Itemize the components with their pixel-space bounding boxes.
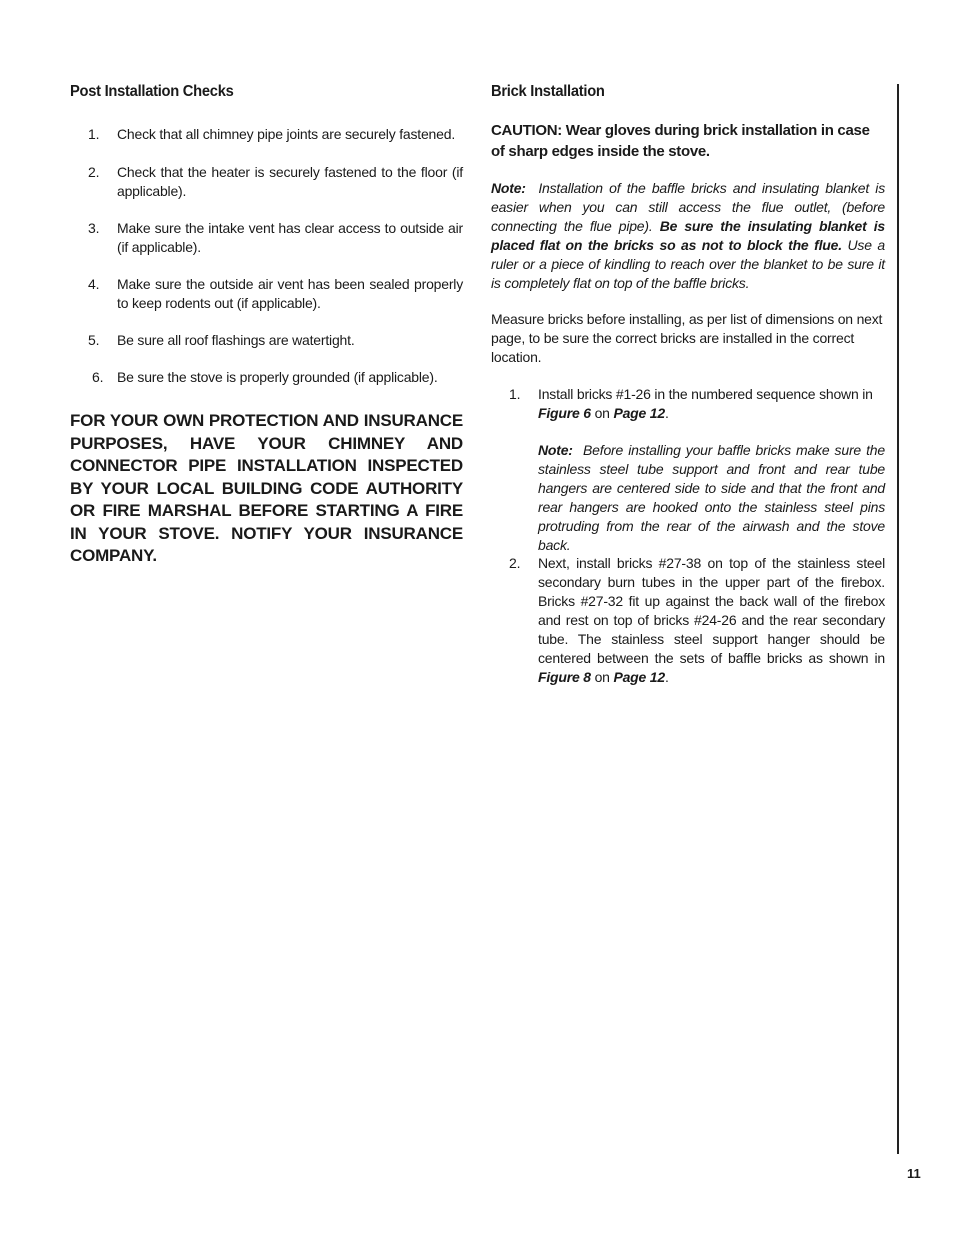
- figure-6-ref[interactable]: Figure 6: [538, 405, 591, 421]
- margin-rule: [897, 84, 899, 1154]
- note-text-1: Installation of the baffle bricks and insulating blanket is easier when you can still access the flue outlet, (before connecting the flue pipe).: [491, 180, 885, 234]
- note-text-2: Use a ruler or a piece of kindling to reach over the blanket to be sure it is completely flat on top of the baffle bricks.: [491, 237, 885, 291]
- step-text: Next, install bricks #27-38 on top of the stainless steel secondary burn tubes in the upper part of the firebox. Bricks #27-32 fit up against the back wall of the firebox and rest on top of bricks #24-26 and the rear secondary tube. The stainless steel support hanger should be centered between the sets of baffle bricks as shown in Figure 8 on Page 12.: [538, 555, 885, 685]
- installation-note: [491, 179, 885, 293]
- page-12-ref[interactable]: Page 12: [613, 669, 665, 685]
- brick-installation-heading: Brick Installation: [491, 83, 605, 100]
- note-bold-warning: Be sure the insulating blanket is placed flat on the bricks so as not to block the flue.: [491, 218, 885, 253]
- step-text: Install bricks #1-26 in the numbered sequence shown in Figure 6 on Page 12.: [538, 386, 873, 421]
- item-number: 3.: [88, 220, 100, 236]
- step-number: 2.: [509, 555, 521, 571]
- step-1-note: [538, 441, 885, 555]
- item-text: Be sure the stove is properly grounded (if applicable).: [117, 369, 438, 385]
- item-number: 2.: [88, 164, 100, 180]
- figure-8-ref[interactable]: Figure 8: [538, 669, 591, 685]
- item-number: 4.: [88, 276, 100, 292]
- step-number: 1.: [509, 386, 521, 402]
- item-text: Check that the heater is securely fastened to the floor (if applicable).: [117, 164, 463, 199]
- item-text: Make sure the intake vent has clear access to outside air (if applicable).: [117, 220, 463, 255]
- page-12-ref[interactable]: Page 12: [613, 405, 665, 421]
- measure-bricks-text: Measure bricks before installing, as per list of dimensions on next page, to be sure the correct bricks are installed in the correct location.: [491, 311, 883, 365]
- item-number: 5.: [88, 332, 100, 348]
- item-number: 6.: [92, 369, 104, 385]
- step-1-note-text: Before installing your baffle bricks make sure the stainless steel tube support and front and rear tube hangers are centered side to side and that the front and rear hangers are hooked onto the stainless steel pins protruding from the rear of the airwash and the stove back.: [538, 442, 885, 553]
- note-label: Note:: [491, 180, 526, 196]
- page-number: 11: [907, 1166, 921, 1181]
- item-number: 1.: [88, 126, 100, 142]
- item-text: Make sure the outside air vent has been sealed properly to keep rodents out (if applicable).: [117, 276, 463, 311]
- post-installation-heading: Post Installation Checks: [70, 83, 234, 100]
- inspection-warning: FOR YOUR OWN PROTECTION AND INSURANCE PURPOSES, HAVE YOUR CHIMNEY AND CONNECTOR PIPE INSTALLATION INSPECTED BY YOUR LOCAL BUILDING CODE AUTHORITY OR FIRE MARSHAL BEFORE STARTING A FIRE IN YOUR STOVE. NOTIFY YOUR INSURANCE COMPANY.: [70, 411, 463, 565]
- item-text: Be sure all roof flashings are watertight.: [117, 332, 355, 348]
- caution-text: CAUTION: Wear gloves during brick installation in case of sharp edges inside the stove.: [491, 122, 870, 160]
- note-label: Note:: [538, 442, 573, 458]
- item-text: Check that all chimney pipe joints are securely fastened.: [117, 126, 456, 142]
